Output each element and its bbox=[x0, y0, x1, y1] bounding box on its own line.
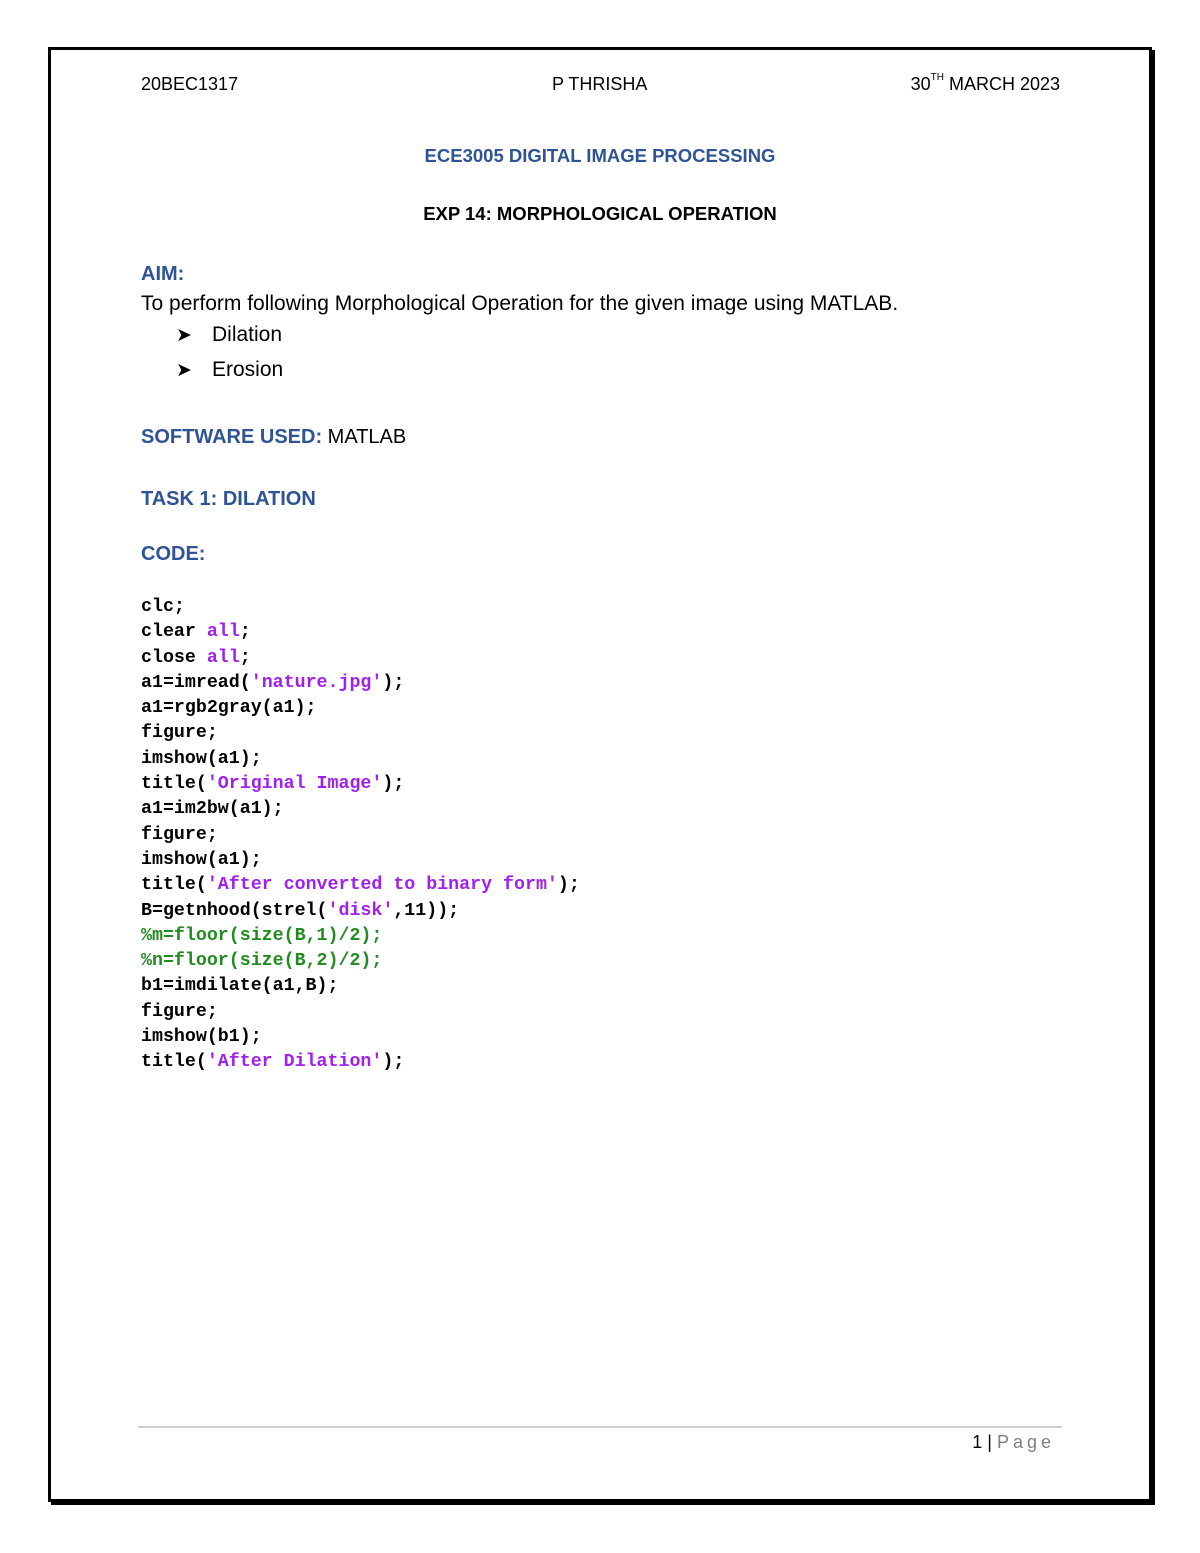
code-token: title( bbox=[141, 774, 207, 795]
code-token: ); bbox=[382, 672, 405, 693]
code-token: ); bbox=[382, 774, 405, 795]
code-token: b1=imdilate(a1,B); bbox=[141, 976, 339, 997]
bullet-item bbox=[176, 358, 283, 382]
bullet-label: Dilation bbox=[212, 323, 283, 346]
bullet-item bbox=[176, 323, 282, 347]
code-heading: CODE: bbox=[141, 543, 206, 565]
software-value: MATLAB bbox=[322, 426, 407, 448]
code-string: 'disk' bbox=[327, 900, 394, 921]
footer-page-number bbox=[972, 1432, 1055, 1453]
arrow-bullet-icon: ➤ bbox=[176, 360, 192, 381]
code-block bbox=[141, 595, 580, 1076]
code-line bbox=[141, 1000, 580, 1025]
aim-heading: AIM: bbox=[141, 263, 185, 285]
code-token: figure; bbox=[141, 824, 218, 845]
code-line bbox=[141, 721, 580, 746]
code-line bbox=[141, 974, 580, 999]
code-string: 'Original Image' bbox=[206, 774, 383, 795]
code-line bbox=[141, 595, 580, 620]
code-token: title( bbox=[141, 875, 207, 896]
page-word: Page bbox=[996, 1432, 1055, 1452]
code-string: all bbox=[206, 622, 240, 643]
code-line bbox=[141, 646, 580, 671]
arrow-bullet-icon: ➤ bbox=[176, 325, 192, 346]
code-string: all bbox=[206, 647, 240, 668]
code-token: figure; bbox=[141, 1001, 218, 1022]
page-number: 1 bbox=[972, 1432, 983, 1452]
code-line bbox=[141, 873, 580, 898]
bullet-label: Erosion bbox=[212, 358, 284, 381]
code-token: ,11)); bbox=[393, 900, 460, 921]
code-line bbox=[141, 924, 580, 949]
code-string: 'After Dilation' bbox=[206, 1052, 383, 1073]
code-token: ); bbox=[557, 875, 580, 896]
header-date bbox=[911, 74, 1060, 95]
code-line bbox=[141, 949, 580, 974]
code-token: ); bbox=[382, 1052, 405, 1073]
code-line bbox=[141, 1025, 580, 1050]
code-line bbox=[141, 696, 580, 721]
software-line bbox=[141, 426, 406, 449]
code-line bbox=[141, 620, 580, 645]
code-token: title( bbox=[141, 1052, 207, 1073]
code-comment: %m=floor(size(B,1)/2); bbox=[141, 925, 383, 946]
code-token: imshow(a1); bbox=[141, 849, 262, 870]
code-token: a1=im2bw(a1); bbox=[141, 799, 284, 820]
code-token: clc; bbox=[141, 597, 185, 617]
code-line bbox=[141, 1050, 580, 1075]
experiment-title: EXP 14: MORPHOLOGICAL OPERATION bbox=[423, 203, 777, 224]
code-string: 'nature.jpg' bbox=[250, 672, 383, 693]
page-separator: | bbox=[982, 1432, 997, 1452]
date-day: 30 bbox=[910, 74, 931, 94]
code-line bbox=[141, 899, 580, 924]
code-token: imshow(b1); bbox=[141, 1027, 262, 1048]
header-reg-no: 20BEC1317 bbox=[141, 74, 239, 94]
code-token: a1=imread( bbox=[141, 672, 251, 693]
code-token: a1=rgb2gray(a1); bbox=[141, 698, 317, 719]
course-title: ECE3005 DIGITAL IMAGE PROCESSING bbox=[424, 145, 776, 166]
code-line bbox=[141, 772, 580, 797]
code-token: imshow(a1); bbox=[141, 748, 262, 769]
code-token: ; bbox=[239, 647, 251, 668]
code-token: close bbox=[141, 647, 207, 668]
code-token: B=getnhood(strel( bbox=[141, 900, 328, 921]
code-line bbox=[141, 848, 580, 873]
software-label: SOFTWARE USED: bbox=[141, 426, 323, 448]
code-token: ; bbox=[239, 622, 251, 643]
code-string: 'After converted to binary form' bbox=[206, 875, 558, 896]
footer-divider bbox=[138, 1426, 1062, 1428]
code-line bbox=[141, 747, 580, 772]
date-rest: MARCH 2023 bbox=[943, 74, 1060, 94]
code-line bbox=[141, 671, 580, 696]
task-heading: TASK 1: DILATION bbox=[141, 488, 316, 510]
code-token: figure; bbox=[141, 723, 218, 744]
code-line bbox=[141, 823, 580, 848]
header-name: P THRISHA bbox=[552, 74, 648, 94]
aim-text: To perform following Morphological Operation for the given image using MATLAB. bbox=[141, 292, 899, 315]
code-line bbox=[141, 797, 580, 822]
code-comment: %n=floor(size(B,2)/2); bbox=[141, 951, 383, 972]
date-suffix: TH bbox=[930, 72, 944, 83]
code-token: clear bbox=[141, 622, 207, 643]
